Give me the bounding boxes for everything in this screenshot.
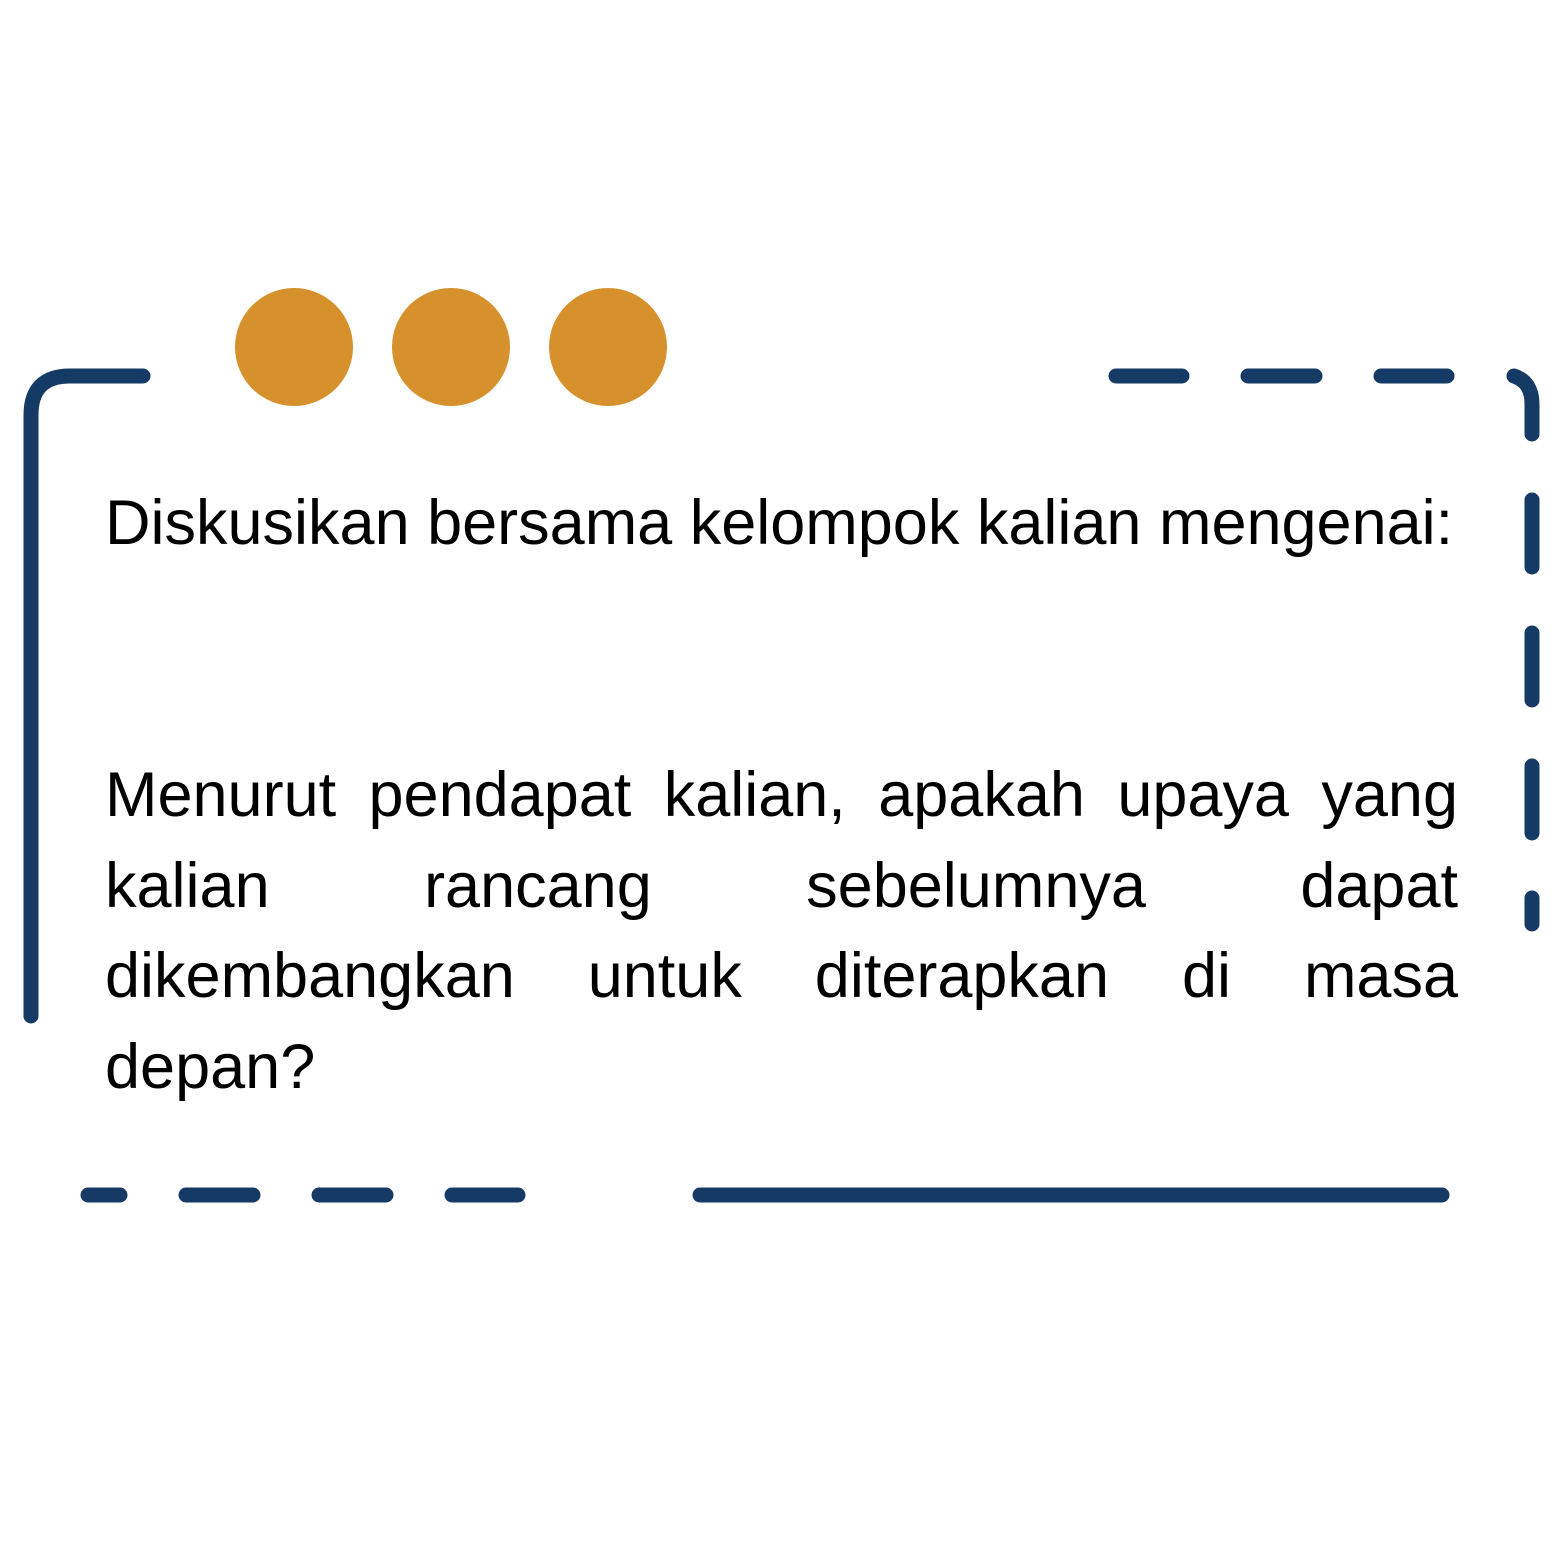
discussion-prompt: Diskusikan bersama kelompok kalian mengenai: — [105, 488, 1454, 558]
dot-icon — [235, 288, 353, 406]
dot-icon — [549, 288, 667, 406]
dot-icon — [392, 288, 510, 406]
frame-top-right-corner — [1514, 376, 1532, 434]
discussion-question: Menurut pendapat kalian, apakah upaya yang kalian rancang sebelumnya dapat dikembangkan untuk diterapkan di masa depan? — [105, 760, 1458, 1102]
